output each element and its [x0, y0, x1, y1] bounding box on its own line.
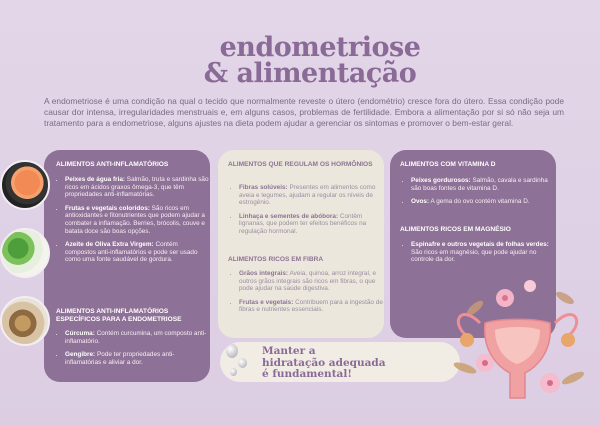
anti-inflammatory-list — [56, 176, 209, 270]
title-line1: endometriose — [219, 32, 421, 63]
list-item: • Peixes de água fria: Salmão, truta e sardinha são ricos em ácidos graxos ômega-3, que têm propriedades anti-inflamatórias. — [65, 176, 209, 199]
water-drop-icon — [238, 358, 247, 368]
fiber-list — [230, 270, 384, 320]
hormones-list — [230, 184, 384, 242]
uterus-flowers-illustration — [445, 268, 590, 418]
hormone-fiber-card — [218, 150, 384, 338]
hydration-message: Manter a hidratação adequada é fundamental! — [262, 345, 386, 380]
salmon-photo — [0, 160, 50, 210]
intro-paragraph: A endometriose é uma condição na qual o tecido que normalmente reveste o útero (endométrio) cresce fora do útero. Essa condição pode causar dor intensa, irregularidades menstruais e, em alguns casos, problemas de fertilidade. Embora a alimentação por si só não seja um tratamento para a endometriose, alguns ajustes na dieta podem ajudar a gerenciar os sintomas e promover o bem-estar geral. — [44, 96, 564, 128]
list-item: • Fibras solúveis: Presentes em alimentos como aveia e legumes, ajudam a regular os níveis de estrogênio. — [239, 184, 384, 207]
water-drop-icon — [230, 368, 237, 376]
magnesium-list — [402, 241, 556, 270]
greens-photo — [0, 228, 50, 278]
list-item: • Frutas e vegetais: Contribuem para a ingestão de fibras e nutrientes essenciais. — [239, 299, 384, 314]
section-title-fiber: ALIMENTOS RICOS EM FIBRA — [228, 256, 324, 263]
list-item: • Peixes gordurosos: Salmão, cavala e sardinha são boas fontes de vitamina D. — [411, 177, 556, 192]
anti-inflammatory-card — [44, 150, 210, 382]
list-item: • Grãos integrais: Aveia, quinoa, arroz integral, e outros grãos integrais são ricos em fibras, o que pode ajudar na saúde digestiva. — [239, 270, 384, 293]
section-title-endometriosis-specific: ALIMENTOS ANTI-INFLAMATÓRIOS ESPECÍFICOS PARA A ENDOMETRIOSE — [56, 308, 182, 323]
water-drop-icon — [226, 344, 238, 358]
list-item: • Frutas e vegetais coloridos: São ricos em antioxidantes e fitonutrientes que podem ajudar a combater a inflamação. Berries, brócolis, couve e batata doce são boas opções. — [65, 205, 209, 235]
title-line2: & alimentação — [203, 58, 417, 89]
list-item: • Azeite de Oliva Extra Virgem: Contém compostos anti-inflamatórios e pode ser usado como uma fonte saudável de gordura. — [65, 241, 209, 264]
vitamin-d-list — [402, 177, 556, 212]
section-title-vitamin-d: ALIMENTOS COM VITAMINA D — [400, 161, 496, 168]
endometriosis-specific-list — [56, 330, 209, 372]
list-item: • Espinafre e outros vegetais de folhas verdes: São ricos em magnésio, que pode ajudar no controle da dor. — [411, 241, 556, 264]
list-item: • Cúrcuma: Contém curcumina, um composto anti-inflamatório. — [65, 330, 209, 345]
section-title-hormones: ALIMENTOS QUE REGULAM OS HORMÔNIOS — [228, 161, 373, 168]
list-item: • Ovos: A gema do ovo contém vitamina D. — [411, 198, 556, 206]
list-item: • Linhaça e sementes de abóbora: Contêm lignanas, que podem ter efeitos benéficos na regulação hormonal. — [239, 213, 384, 236]
section-title-anti-inflammatory: ALIMENTOS ANTI-INFLAMATÓRIOS — [56, 161, 169, 168]
section-title-magnesium: ALIMENTOS RICOS EM MAGNÉSIO — [400, 226, 511, 233]
list-item: • Gengibre: Pode ter propriedades anti-inflamatórias e aliviar a dor. — [65, 351, 209, 366]
nuts-photo — [0, 296, 50, 346]
